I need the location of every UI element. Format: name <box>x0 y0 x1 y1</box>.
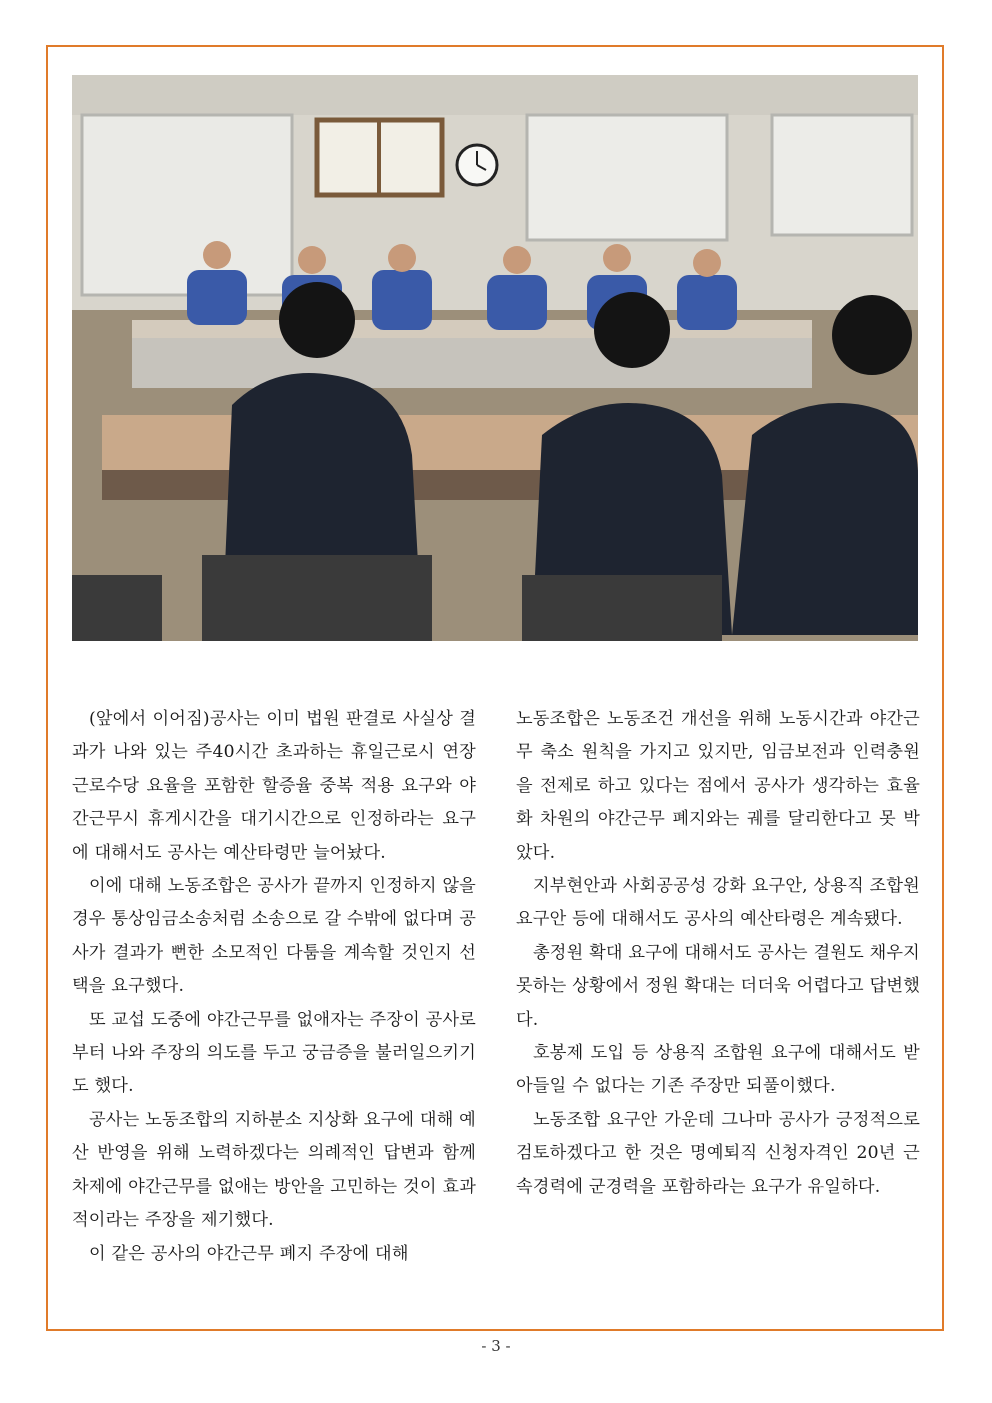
paragraph: 노동조합은 노동조건 개선을 위해 노동시간과 야간근무 축소 원칙을 가지고 있지만, 임금보전과 인력충원을 전제로 하고 있다는 점에서 공사가 생각하는 효율화 차원의 야간근무 폐지와는 궤를 달리한다고 못 박았다. <box>516 709 920 863</box>
paragraph: 노동조합 요구안 가운데 그나마 공사가 긍정적으로 검토하겠다고 한 것은 명예퇴직 신청자격인 20년 근속경력에 군경력을 포함하라는 요구가 유일하다. <box>516 1109 920 1197</box>
paragraph: 이에 대해 노동조합은 공사가 끝까지 인정하지 않을 경우 통상임금소송처럼 소송으로 갈 수밖에 없다며 공사가 결과가 뻔한 소모적인 다툼을 계속할 것인지 선택을 요구했다. <box>72 876 476 997</box>
paragraph: 호봉제 도입 등 상용직 조합원 요구에 대해서도 받아들일 수 없다는 기존 주장만 되풀이했다. <box>516 1043 920 1097</box>
paragraph: 지부현안과 사회공공성 강화 요구안, 상용직 조합원 요구안 등에 대해서도 공사의 예산타령은 계속됐다. <box>516 876 920 930</box>
paragraph: 총정원 확대 요구에 대해서도 공사는 결원도 채우지 못하는 상황에서 정원 확대는 더더욱 어렵다고 답변했다. <box>516 942 920 1030</box>
right-column <box>516 703 920 1204</box>
meeting-photo <box>72 75 918 641</box>
paragraph: (앞에서 이어짐)공사는 이미 법원 판결로 사실상 결과가 나와 있는 주40시간 초과하는 휴일근로시 연장근로수당 요율을 포함한 할증율 중복 적용 요구와 야간근무시 휴게시간을 대기시간으로 인정하라는 요구에 대해서도 공사는 예산타령만 늘어놨다. <box>72 709 476 863</box>
paragraph: 또 교섭 도중에 야간근무를 없애자는 주장이 공사로부터 나와 주장의 의도를 두고 궁금증을 불러일으키기도 했다. <box>72 1009 476 1097</box>
paragraph: 공사는 노동조합의 지하분소 지상화 요구에 대해 예산 반영을 위해 노력하겠다는 의례적인 답변과 함께 차제에 야간근무를 없애는 방안을 고민하는 것이 효과적이라는 주장을 제기했다. <box>72 1109 476 1231</box>
left-column <box>72 703 476 1271</box>
paragraph: 이 같은 공사의 야간근무 폐지 주장에 대해 <box>89 1243 409 1264</box>
meeting-photo-icon <box>72 75 918 641</box>
page-number: - 3 - <box>481 1337 511 1355</box>
